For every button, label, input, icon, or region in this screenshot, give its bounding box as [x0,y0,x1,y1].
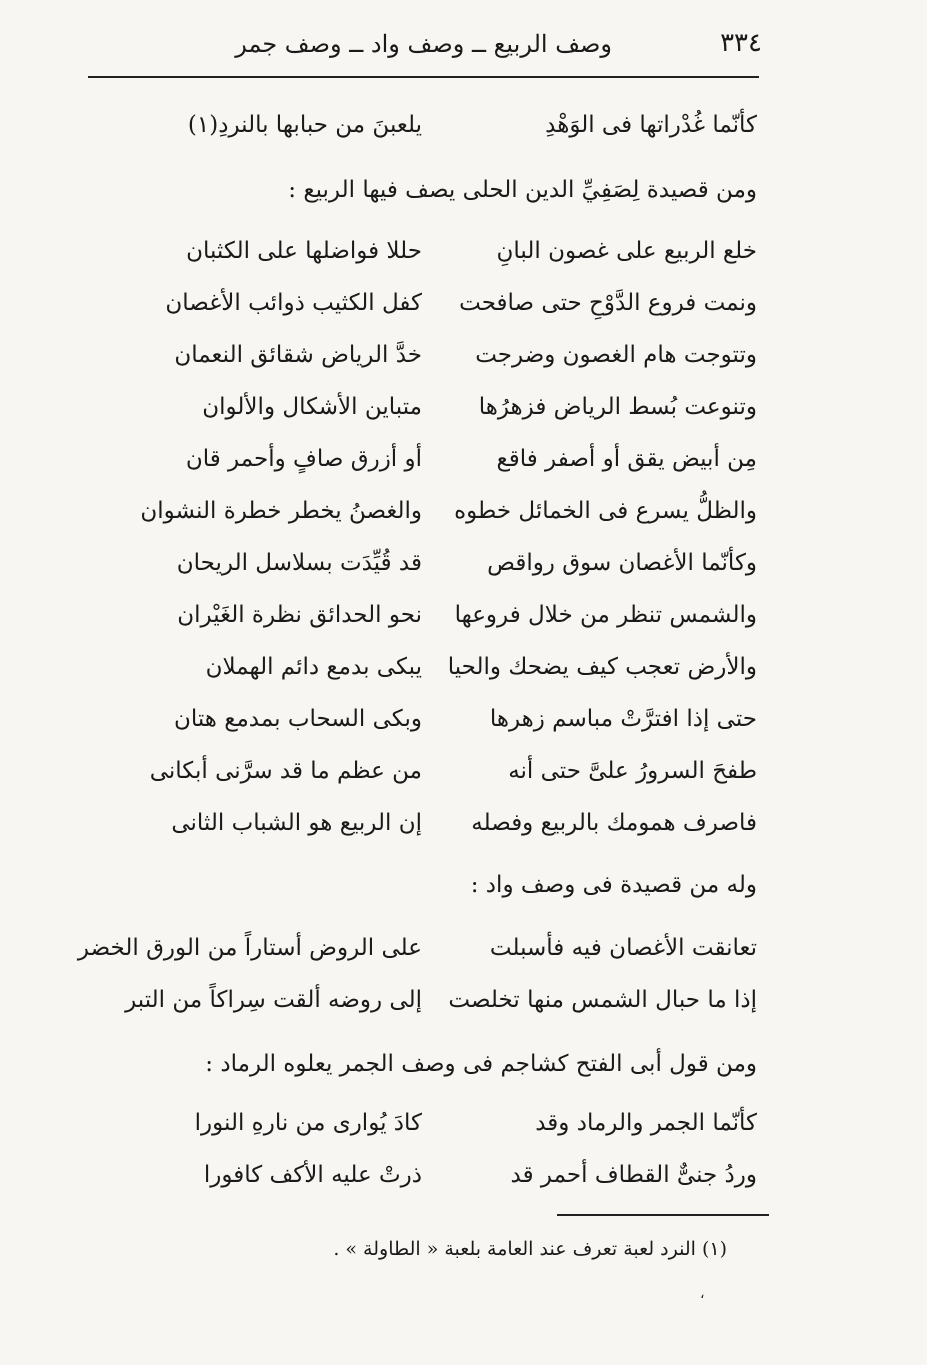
footnote: (١) النرد لعبة تعرف عند العامة بلعبة « الطاولة » . [333,1238,727,1260]
poem1-line1-right: خلع الربيع على غصون البانِ [496,238,757,264]
poem3-line2-right: وردُ جنىٌّ القطاف أحمر قد [510,1162,757,1188]
poem1-line10-right: حتى إذا افترَّتْ مباسم زهرها [489,706,757,732]
footnote-rule [557,1214,769,1216]
poem1-line10-left: وبكى السحاب بمدمع هتان [173,706,422,732]
page-number: ٣٣٤ [720,28,762,58]
poem1-line7-left: قد قُيِّدَت بسلاسل الريحان [176,550,422,576]
poem1-line9-right: والأرض تعجب كيف يضحك والحيا [447,654,757,680]
poem1-line12-left: إن الربيع هو الشباب الثانى [171,810,422,836]
poem2-line2-right: إذا ما حبال الشمس منها تخلصت [448,987,757,1013]
intro-safi-al-din: ومن قصيدة لِصَفِيِّ الدين الحلى يصف فيها الربيع : [288,177,757,203]
header-rule [88,76,759,78]
poem1-line11-right: طفحَ السرورُ علىَّ حتى أنه [508,758,757,784]
poem1-line5-right: مِن أبيض يقق أو أصفر فاقع [496,446,757,472]
poem1-line2-right: ونمت فروع الدَّوْحِ حتى صافحت [459,290,757,316]
verse-0-left: يلعبنَ من حبابها بالنردِ(١) [187,112,422,138]
poem1-line6-left: والغصنُ يخطر خطرة النشوان [140,498,422,524]
poem3-line1-left: كادَ يُوارى من نارهِ النورا [194,1110,422,1136]
poem1-line12-right: فاصرف همومك بالربيع وفصله [471,810,757,836]
poem1-line8-right: والشمس تنظر من خلال فروعها [454,602,757,628]
poem2-line1-left: على الروض أستاراً من الورق الخضر [77,935,422,961]
poem1-line4-right: وتنوعت بُسط الرياض فزهرُها [478,394,757,420]
page-header [90,28,762,70]
intro-kushajim: ومن قول أبى الفتح كشاجم فى وصف الجمر يعلوه الرماد : [205,1051,757,1077]
poem1-line3-left: خدَّ الرياض شقائق النعمان [174,342,422,368]
verse-0-right: كأنّما غُدْراتها فى الوَهْدِ [545,112,757,138]
stray-mark: ، [700,1286,705,1302]
poem2-line1-right: تعانقت الأغصان فيه فأسبلت [489,935,757,961]
poem1-line8-left: نحو الحدائق نظرة الغَيْران [177,602,422,628]
poem1-line5-left: أو أزرق صافٍ وأحمر قان [185,446,422,472]
poem1-line9-left: يبكى بدمع دائم الهملان [205,654,422,680]
poem1-line6-right: والظلُّ يسرع فى الخمائل خطوه [454,498,757,524]
poem3-line2-left: ذرتْ عليه الأكف كافورا [203,1162,422,1188]
poem1-line7-right: وكأنّما الأغصان سوق رواقص [487,550,757,576]
poem1-line11-left: من عظم ما قد سرَّنى أبكانى [149,758,422,784]
poem1-line2-left: كفل الكثيب ذوائب الأغصان [165,290,422,316]
intro-valley: وله من قصيدة فى وصف واد : [470,872,757,898]
poem2-line2-left: إلى روضه ألقت سِراكاً من التبر [125,987,422,1013]
running-title: وصف الربيع ــ وصف واد ــ وصف جمر [235,30,612,58]
poem1-line3-right: وتتوجت هام الغصون وضرجت [475,342,757,368]
poem1-line1-left: حللا فواضلها على الكثبان [186,238,422,264]
poem1-line4-left: متباين الأشكال والألوان [202,394,422,420]
poem3-line1-right: كأنّما الجمر والرماد وقد [535,1110,757,1136]
